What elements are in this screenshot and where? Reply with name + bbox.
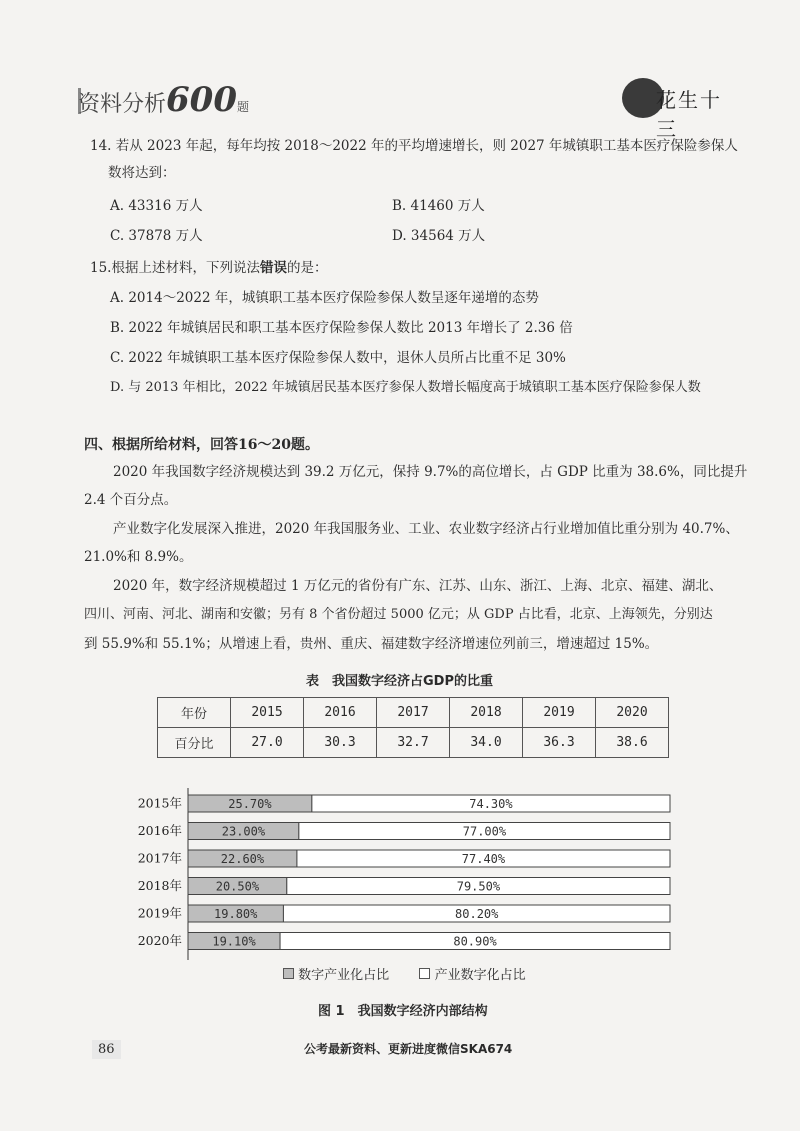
bar-value-label: 77.00% [462, 824, 507, 839]
para3-line3: 到 55.9%和 55.1%；从增速上看，贵州、重庆、福建数字经济增速位列前三，增速超过 15%。 [84, 636, 659, 652]
bar-value-label: 80.20% [455, 907, 499, 921]
para1-line1: 2020 年我国数字经济规模达到 39.2 万亿元，保持 9.7%的高位增长，占 GDP 比重为 38.6%，同比提升 [113, 464, 748, 480]
q15-option-b: B. 2022 年城镇居民和职工基本医疗保险参保人数比 2013 年增长了 2.36 倍 [110, 320, 573, 336]
table-cell-year: 2016 [304, 698, 377, 728]
chart-legend [283, 964, 526, 983]
table-cell-year: 2018 [450, 698, 523, 728]
q15-option-d: D. 与 2013 年相比，2022 年城镇居民基本医疗参保人数增长幅度高于城镇职工基本医疗保险参保人数 [110, 380, 701, 395]
para3-line1: 2020 年，数字经济规模超过 1 万亿元的省份有广东、江苏、山东、浙江、上海、北京、福建、湖北、 [113, 578, 723, 594]
para1-line2: 2.4 个百分点。 [84, 492, 178, 508]
legend-swatch-digital-industrialization [283, 968, 294, 979]
table-cell-value: 36.3 [523, 728, 596, 758]
chart-title: 图 1 我国数字经济内部结构 [318, 1004, 488, 1019]
y-tick-label: 2017年 [137, 850, 182, 866]
para2-line2: 21.0%和 8.9%。 [84, 549, 193, 565]
table-cell-value: 30.3 [304, 728, 377, 758]
bar-value-label: 74.30% [469, 797, 513, 811]
legend-label-industrial-digitalization: 产业数字化占比 [434, 968, 526, 983]
y-tick-label: 2020年 [137, 933, 182, 948]
bar-value-label: 22.60% [220, 852, 265, 866]
page-number: 86 [92, 1040, 121, 1059]
table-caption: 表 我国数字经济占GDP的比重 [306, 674, 493, 689]
footer-note: 公考最新资料、更新进度微信SKA674 [304, 1042, 513, 1056]
bar-value-label: 77.40% [461, 852, 506, 866]
brand-logo [622, 78, 722, 141]
y-tick-label: 2016年 [137, 823, 182, 838]
legend-label-digital-industrialization: 数字产业化占比 [298, 968, 390, 983]
q14-option-b: B. 41460 万人 [392, 198, 485, 214]
q15-option-c: C. 2022 年城镇职工基本医疗保险参保人数中，退休人员所占比重不足 30% [110, 350, 566, 366]
table-cell-year: 2015 [231, 698, 304, 728]
table-cell-value: 32.7 [377, 728, 450, 758]
bar-value-label: 19.10% [212, 934, 256, 949]
q14-stem-line1: 14. 若从 2023 年起，每年均按 2018～2022 年的平均增速增长，则 2027 年城镇职工基本医疗保险参保人 [90, 138, 738, 154]
book-title: 资料分析600题 [78, 80, 250, 120]
bar-value-label: 19.80% [214, 907, 258, 921]
section-heading: 四、根据所给材料，回答16～20题。 [84, 437, 319, 453]
bar-value-label: 25.70% [228, 797, 272, 811]
table-cell-value: 38.6 [596, 728, 669, 758]
bar-value-label: 80.90% [453, 934, 497, 949]
table-header-percent: 百分比 [158, 728, 231, 758]
table-cell-year: 2020 [596, 698, 669, 728]
bar-value-label: 79.50% [456, 879, 501, 894]
gdp-share-table [157, 697, 669, 758]
para3-line2: 四川、河南、河北、湖南和安徽；另有 8 个省份超过 5000 亿元；从 GDP 占比看，北京、上海领先，分别达 [84, 607, 713, 622]
table-header-year: 年份 [158, 698, 231, 728]
table-cell-value: 34.0 [450, 728, 523, 758]
bar-value-label: 23.00% [221, 824, 266, 839]
legend-swatch-industrial-digitalization [419, 968, 430, 979]
q14-option-c: C. 37878 万人 [110, 228, 203, 244]
para2-line1: 产业数字化发展深入推进，2020 年我国服务业、工业、农业数字经济占行业增加值比重分别为 40.7%、 [113, 521, 739, 537]
book-title-number: 600 [166, 80, 237, 120]
y-tick-label: 2018年 [137, 878, 182, 893]
y-tick-label: 2019年 [137, 905, 182, 921]
q14-option-d: D. 34564 万人 [392, 228, 486, 244]
table-row-years [158, 698, 669, 728]
q15-emphasis: 错误 [259, 260, 287, 276]
q14-option-a: A. 43316 万人 [110, 198, 203, 214]
q14-stem-line2: 数将达到： [108, 165, 176, 181]
q15-option-a: A. 2014～2022 年，城镇职工基本医疗保险参保人数呈逐年递增的态势 [110, 290, 539, 306]
y-tick-label: 2015年 [137, 795, 182, 811]
structure-bar-chart [120, 786, 690, 986]
bar-value-label: 20.50% [215, 879, 260, 894]
q15-stem: 15.根据上述材料，下列说法错误的是： [90, 260, 328, 276]
table-row-values [158, 728, 669, 758]
table-cell-year: 2017 [377, 698, 450, 728]
table-cell-year: 2019 [523, 698, 596, 728]
table-cell-value: 27.0 [231, 728, 304, 758]
brand-name: 花生十三 [656, 88, 722, 141]
